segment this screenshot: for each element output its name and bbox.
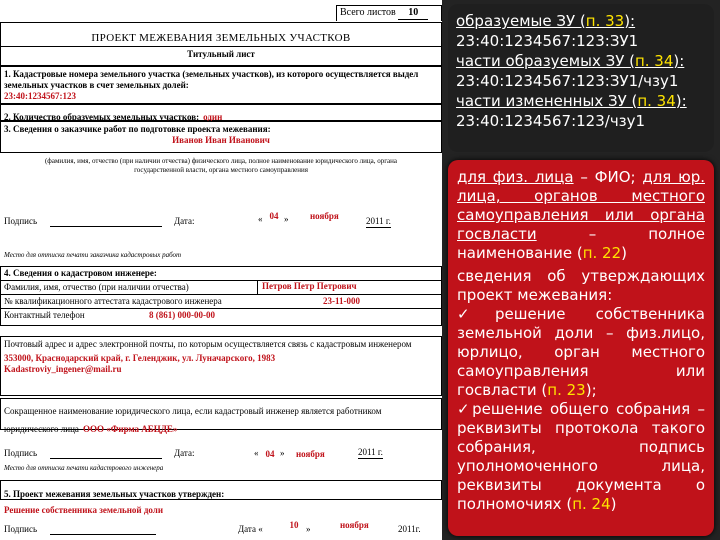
sign-label: Подпись [4,524,38,534]
changed-parts-heading: части измененных ЗУ (п. 34): [456,92,687,110]
section-5-label: 5. Проект межевания земельных участков утвержден: [4,489,225,499]
address-label: Почтовый адрес и адрес электронной почты, по которым осуществляется связь с кадастровым инженером [4,339,412,349]
section-3 [0,121,442,153]
section-3-note: (фамилия, имя, отчество (при наличии отчества) физического лица, полное наименование юридического лица, органа государственной власти, органа местного самоуправления [44,157,398,174]
signature-line [50,458,162,459]
checkmark-icon: ✓ [457,400,473,418]
certificate-value: 23-11-000 [323,296,360,306]
date-label: Дата: [174,216,195,226]
phone-label: Контактный телефон [4,310,85,320]
sheets-label: Всего листов [340,7,396,18]
general-meeting-item: ✓решение общего собрания – реквизиты протокола такого собрания, подпись уполномоченного лица, реквизиты документа о полномочиях (п. 24) [457,400,705,513]
section-2-label: 2. Количество образуемых земельных участков: [4,112,200,122]
quote-close: » [284,214,289,224]
ref-p24: п. 24 [572,495,611,513]
date-label: Дата « [238,524,263,534]
engineer-name-value: Петров Петр Петрович [257,281,357,294]
signature-row-1 [4,211,440,232]
date-month: ноября [310,211,339,221]
sign-label: Подпись [4,448,38,458]
title-block [0,22,442,66]
quote-close: » [280,448,285,458]
ref-p22: п. 22 [582,244,622,262]
date-day: 04 [269,211,279,221]
section-4 [0,266,442,326]
organization-label: Сокращенное наименование юридического лица, если кадастровый инженер является работником юридического лица [4,406,382,434]
customer-requirement: для физ. лица – ФИО; для юр. лица, органов местного самоуправления или органа госвласти – полное наименование (п. 22) [457,168,705,262]
email-value: Kadastroviy_ingener@mail.ru [4,364,122,374]
section-2 [0,104,442,121]
formed-parcels-heading: образуемые ЗУ (п. 33): [456,12,636,30]
owner-decision-item: ✓решение собственника земельной доли – физ.лицо, юрлицо, орган местного самоуправления или госвласти (п. 23); [457,305,705,399]
formed-parcel-number: 23:40:1234567:123:ЗУ1 [456,32,639,50]
section-3-value: Иванов Иван Иванович [172,135,270,145]
section-2-value: один [203,112,223,122]
quote-open: « [254,448,259,458]
sheets-value: 10 [398,7,428,20]
section-4-label: 4. Сведения о кадастровом инженере: [1,267,441,281]
section-3-label: 3. Сведения о заказчике работ по подготовке проекта межевания: [4,124,271,134]
section-1 [0,66,442,104]
section-1-value: 23:40:1234567:123 [4,91,76,101]
approvers-heading: сведения об утверждающих проект межевания: [457,267,705,304]
section-1-label: 1. Кадастровые номера земельного участка (земельных участков), из которого осуществляется выдел земельных участков в счет земельных долей: [4,69,419,90]
section-5 [0,480,442,500]
signature-line [50,534,156,535]
signature-row-2 [4,446,440,464]
ref-p34b: п. 34 [637,92,676,110]
ref-p34: п. 34 [634,52,674,70]
date-year: 2011 г. [366,216,391,226]
quote-close: » [306,524,311,534]
stamp-area-2: Место для оттиска печати кадастрового инженера [4,464,164,472]
address-block [0,336,442,396]
date-year: 2011 г. [358,447,383,457]
signature-row-3 [4,522,440,540]
date-year: 2011г. [398,524,421,534]
ref-p23: п. 23 [547,381,586,399]
document-title: ПРОЕКТ МЕЖЕВАНИЯ ЗЕМЕЛЬНЫХ УЧАСТКОВ [91,32,351,44]
date-month: ноября [296,449,325,459]
phone-value: 8 (861) 000-00-00 [149,310,215,320]
changed-part-number: 23:40:1234567:123/чзу1 [456,112,646,130]
stamp-area-1: Место для оттиска печати заказчика кадастровых работ [4,251,182,259]
requirements-box [448,160,714,536]
parcel-numbers-box [448,4,714,152]
section-5-value: Решение собственника земельной доли [4,505,164,515]
quote-open: « [258,214,263,224]
formed-part-number: 23:40:1234567:123:ЗУ1/чзу1 [456,72,679,90]
date-day: 04 [265,449,275,459]
formed-parts-heading: части образуемых ЗУ (п. 34): [456,52,685,70]
engineer-name-label: Фамилия, имя, отчество (при наличии отчества) [4,282,189,292]
sign-label: Подпись [4,216,38,226]
organization-block [0,398,442,434]
checkmark-icon: ✓ [457,305,495,323]
certificate-label: № квалификационного аттестата кадастрового инженера [4,296,222,306]
document-subtitle: Титульный лист [187,49,255,59]
date-label: Дата: [174,448,195,458]
signature-line [50,226,162,227]
date-day: 10 [289,520,299,530]
sheets-count [336,5,442,21]
ref-p33: п. 33 [585,12,625,30]
address-value: 353000, Краснодарский край, г. Геленджик, ул. Луначарского, 1983 [4,353,276,363]
date-month: ноября [340,520,369,530]
organization-value: ООО «Фирма АБЦДЕ» [82,424,178,434]
